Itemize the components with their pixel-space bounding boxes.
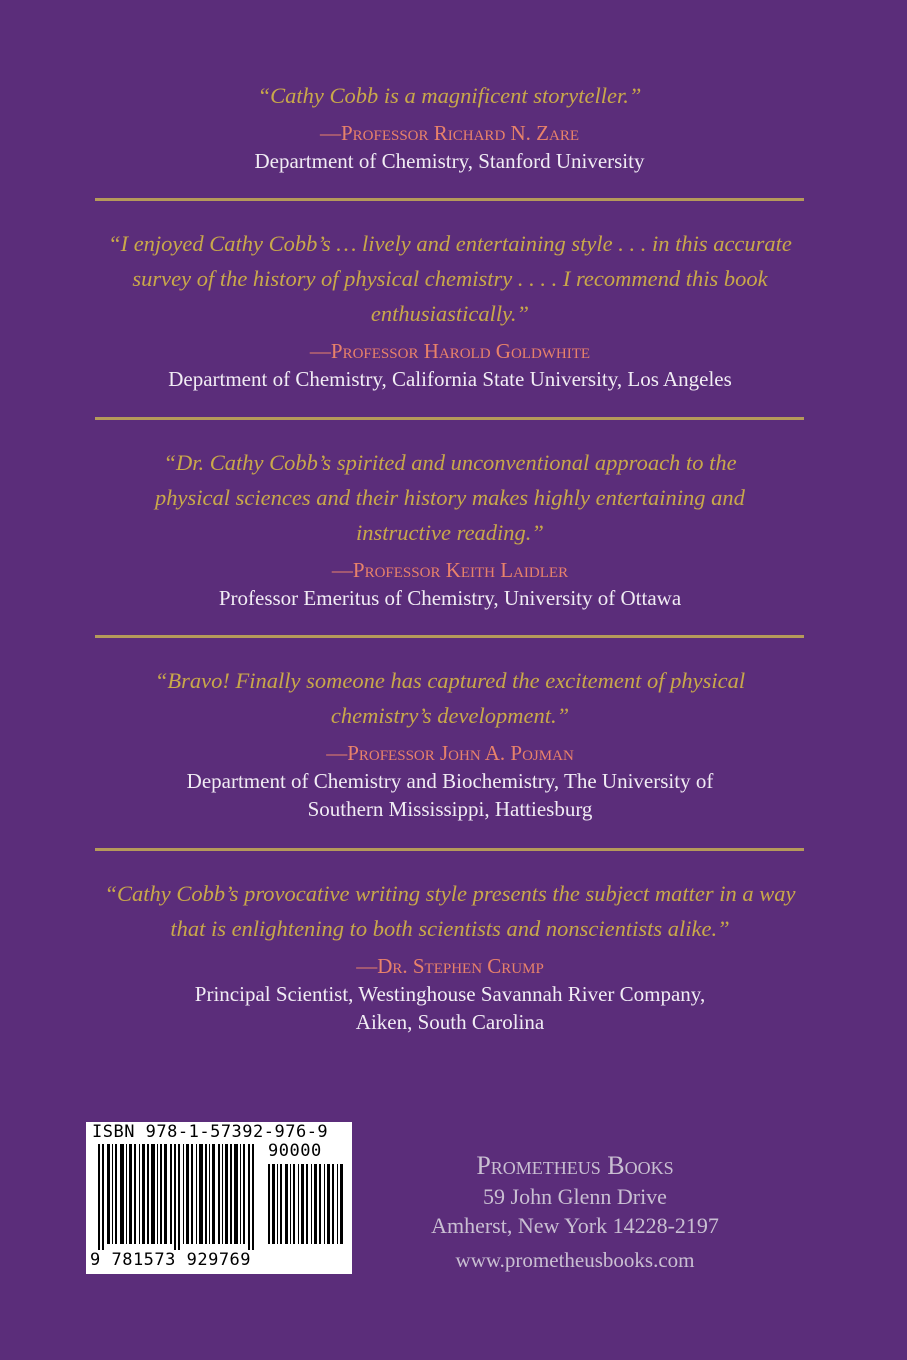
blurb-attribution: —Professor Keith Laidler bbox=[331, 558, 569, 582]
blurb-quote: “Dr. Cathy Cobb’s spirited and unconventional approach to the physical sciences and their history makes highly entertaining and instructive reading.” bbox=[155, 450, 745, 545]
blurb-affiliation: Department of Chemistry, California State University, Los Angeles bbox=[168, 367, 732, 391]
publisher-url: www.prometheusbooks.com bbox=[455, 1248, 695, 1272]
publisher-address-line2: Amherst, New York 14228-2197 bbox=[431, 1213, 719, 1238]
divider-rule bbox=[95, 635, 804, 638]
blurb-quote: “I enjoyed Cathy Cobb’s … lively and entertaining style . . . in this accurate survey of the history of physical chemistry . . . . I recommend this book enthusiastically.” bbox=[108, 231, 792, 326]
blurb-affiliation: Professor Emeritus of Chemistry, University of Ottawa bbox=[218, 586, 682, 610]
publisher-info bbox=[400, 1150, 750, 1274]
blurb-quote: “Bravo! Finally someone has captured the excitement of physical chemistry’s development.” bbox=[154, 668, 746, 728]
blurb-attribution: —Dr. Stephen Crump bbox=[356, 954, 544, 978]
blurb-3 bbox=[130, 445, 770, 612]
publisher-address-line1: 59 John Glenn Drive bbox=[483, 1184, 667, 1209]
isbn-label: ISBN 978-1-57392-976-9 bbox=[92, 1122, 329, 1142]
divider-rule bbox=[95, 417, 804, 420]
blurb-quote: “Cathy Cobb is a magnificent storyteller.” bbox=[257, 83, 642, 108]
addon-barcode-bars bbox=[268, 1164, 344, 1244]
ean-barcode-bars bbox=[98, 1144, 258, 1250]
blurb-affiliation: Department of Chemistry and Biochemistry, The University of Southern Mississippi, Hattiesburg bbox=[186, 769, 714, 821]
publisher-name: Prometheus Books bbox=[476, 1151, 674, 1180]
isbn-addon-digits: 90000 bbox=[268, 1141, 322, 1161]
blurb-attribution: —Professor Harold Goldwhite bbox=[309, 339, 591, 363]
isbn-barcode bbox=[86, 1122, 352, 1274]
blurb-affiliation: Principal Scientist, Westinghouse Savannah River Company, Aiken, South Carolina bbox=[194, 982, 706, 1034]
divider-rule bbox=[95, 198, 804, 201]
blurb-2 bbox=[100, 226, 800, 393]
divider-rule bbox=[95, 848, 804, 851]
blurb-4 bbox=[140, 663, 760, 823]
blurb-attribution: —Professor Richard N. Zare bbox=[319, 121, 580, 145]
blurb-attribution: —Professor John A. Pojman bbox=[326, 741, 574, 765]
ean-digits: 9 781573 929769 bbox=[90, 1250, 252, 1270]
blurb-affiliation: Department of Chemistry, Stanford University bbox=[254, 149, 645, 173]
blurb-5 bbox=[100, 876, 800, 1036]
blurb-1 bbox=[95, 78, 804, 175]
blurb-quote: “Cathy Cobb’s provocative writing style presents the subject matter in a way that is enlightening to both scientists and nonscientists alike.” bbox=[104, 881, 796, 941]
